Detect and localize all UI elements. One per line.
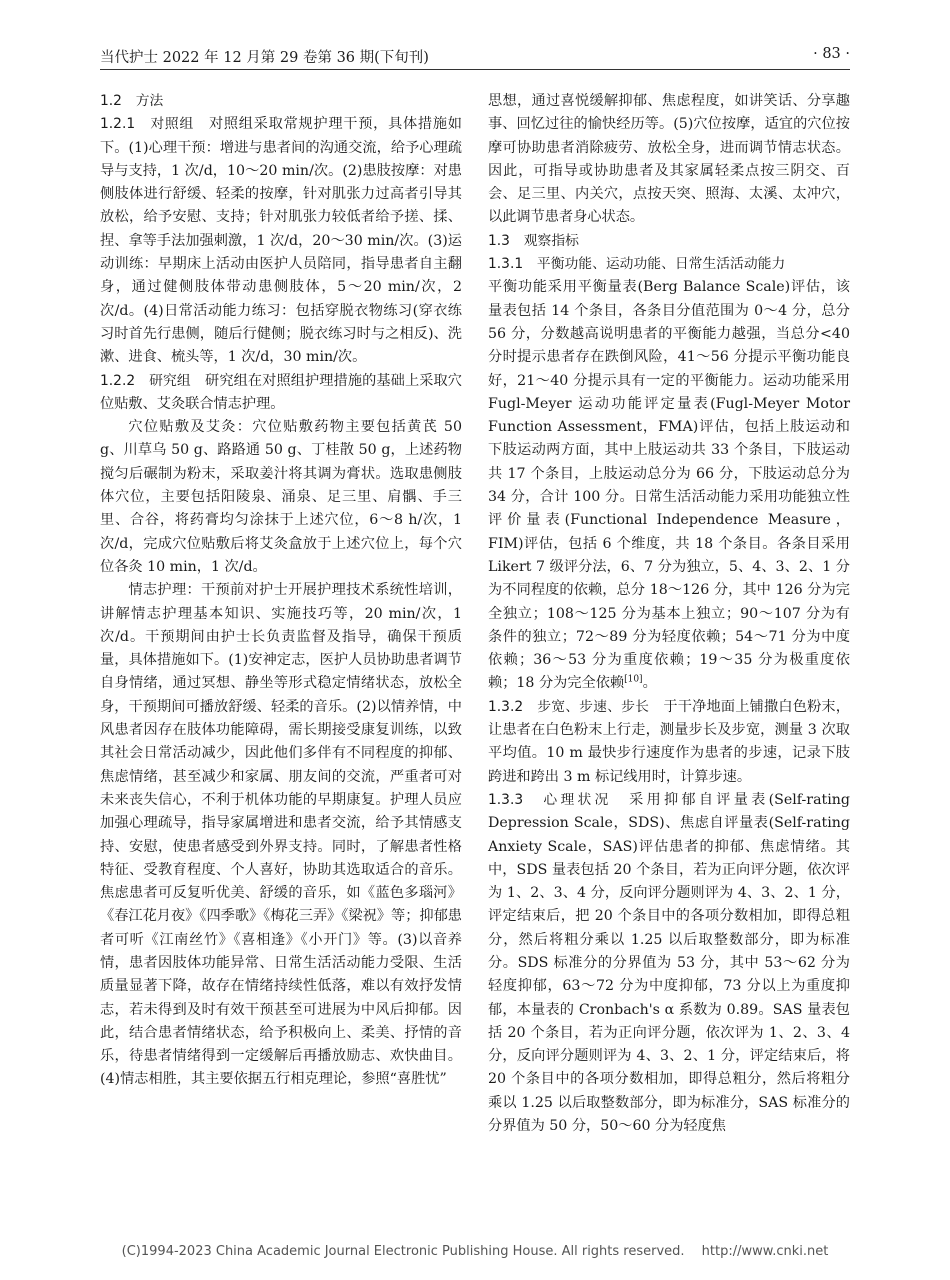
section-1-3-1-text: 平衡功能采用平衡量表(Berg Balance Scale)评估，该量表包括 14 个条目，各条目分值范围为 0～4 分，总分 56 分，分数越高说明患者的平衡能力越强，当总分<40 分时提示患者存在跌倒风险，41～56 分提示平衡功能良好，21～40 分提示具有一定的平衡能力。运动功能采用 Fugl-Meyer 运动功能评定量表(Fugl-Meyer Motor Function Assessment，FMA)评估，包括上肢运动和下肢运动两方面，其中上肢运动共 33 个条目，下肢运动共 17 个条目，上肢运动总分为 66 分，下肢运动总分为 34 分，合计 100 分。日常生活活动能力采用功能独立性评价量表(Functional Independence Measure，FIM)评估，包括 6 个维度，共 18 个条目。各条目采用 Likert 7 级评分法，6、7 分为独立，5、4、3、2、1 分为不同程度的依赖，总分 18～126 分，其中 126 分为完全独立；108～125 分为基本上独立；90～107 分为有条件的独立；72～89 分为轻度依赖；54～71 分为中度依赖；36～53 分为重度依赖；19～35 分为极重度依赖；18 分为完全依赖 [488,279,850,692]
emotion-paragraph: 情志护理：干预前对护士开展护理技术系统性培训，讲解情志护理基本知识、实施技巧等，20 min/次，1 次/d。干预期间由护士长负责监督及指导，确保干预质量，具体措施如下。(1)安神定志，医护人员协助患者调节自身情绪，通过冥想、静坐等形式稳定情绪状态，放松全身，干预期间可播放舒缓、轻柔的音乐。(2)以情养情，中风患者因存在肢体功能障碍，需长期接受康复训练，以致其社会日常活动减少，因此他们多伴有不同程度的抑郁、焦虑情绪，甚至减少和家属、朋友间的交流，严重者可对未来丧失信心，不利于机体功能的早期康复。护理人员应加强心理疏导，指导家属增进和患者交流，给予其情感支持、安慰，使患者感受到外界支持。同时，了解患者性格特征、受教育程度、个人喜好，协助其选取适合的音乐。焦虑患者可反复听优美、舒缓的音乐，如《蓝色多瑙河》《春江花月夜》《四季歌》《梅花三弄》《梁祝》等；抑郁患者可听《江南丝竹》《喜相逢》《小开门》等。(3)以音养情，患者因肢体功能异常、日常生活活动能力受限、生活质量显著下降，故存在情绪持续性低落，难以有效抒发情志，若未得到及时有效干预甚至可进展为中风后抑郁。因此，结合患者情绪状态，给予积极向上、柔美、抒情的音乐，待患者情绪得到一定缓解后再播放励志、欢快曲目。(4)情志相胜，其主要依据五行相克理论，参照“喜胜忧” [100,582,462,1088]
section-1-2-2-heading: 1.2.2 研究组 [100,372,191,389]
section-1-2-2-text: 研究组在对照组护理措施的基础上采取穴位贴敷、艾灸联合情志护理。 [100,372,462,412]
period: 。 [642,675,657,692]
right-column [488,90,850,1138]
left-column [100,90,462,1092]
section-1-2-2-paragraph [100,370,462,417]
section-1-3-1-paragraph [488,276,850,695]
citation-ref-10[interactable]: [10] [624,674,643,685]
section-1-2-title: 1.2 方法 [100,93,164,109]
acupoint-paragraph: 穴位贴敷及艾灸：穴位贴敷药物主要包括黄芪 50 g、川草乌 50 g、路路通 50 g、丁桂散 50 g，上述药物搅匀后碾制为粉末，采取姜汁将其调为膏状。选取患侧肢体穴位，主要包括阳陵泉、涌泉、足三里、肩髃、手三里、合谷，将药膏均匀涂抹于上述穴位，6～8 h/次，1 次/d，完成穴位贴敷后将艾灸盒放于上述穴位上，每个穴位各灸 10 min，1 次/d。 [100,419,462,575]
section-1-3-2-text: 于干净地面上铺撒白色粉末，让患者在白色粉末上行走，测量步长及步宽，测量 3 次取平均值。10 m 最快步行速度作为患者的步速，记录下肢跨进和跨出 3 m 标记线用时，计算步速。 [488,698,850,785]
section-1-3-3-heading: 1.3.3 心理状况 [488,791,612,808]
section-1-3-title: 1.3 观察指标 [488,232,579,249]
section-1-3-1-heading: 1.3.1 平衡功能、运动功能、日常生活活动能力 [488,256,786,273]
section-1-2-1-heading: 1.2.1 对照组 [100,116,194,133]
continued-paragraph: 思想，通过喜悦缓解抑郁、焦虑程度，如讲笑话、分享趣事、回忆过往的愉快经历等。(5)穴位按摩，适宜的穴位按摩可协助患者消除疲劳、放松全身，进而调节情志状态。因此，可指导或协助患者及其家属轻柔点按三阴交、百会、足三里、内关穴，点按天突、照海、太溪、太冲穴，以此调节患者身心状态。 [488,93,850,226]
copyright-footer: (C)1994-2023 China Academic Journal Electronic Publishing House. All rights reserved. http://www.cnki.net [121,1244,829,1259]
section-1-3-3-paragraph [488,789,850,1138]
section-1-2-1-paragraph [100,113,462,369]
journal-info: 当代护士 2022 年 12 月第 29 卷第 36 期(下旬刊) [100,50,429,66]
running-header [100,44,850,70]
section-1-2-1-text: 对照组采取常规护理干预，具体措施如下。(1)心理干预：增进与患者间的沟通交流，给予心理疏导与支持，1 次/d，10～20 min/次。(2)患肢按摩：对患侧肢体进行舒缓、轻柔的按摩，针对肌张力过高者引导其放松，给予安慰、支持；针对肌张力较低者给予搓、揉、捏、拿等手法加强刺激，1 次/d，20～30 min/次。(3)运动训练：早期床上活动由医护人员陪同，指导患者自主翻身，通过健侧肢体带动患侧肢体，5～20 min/次，2 次/d。(4)日常活动能力练习：包括穿脱衣物练习(穿衣练习时首先行患侧，随后行健侧；脱衣练习时与之相反)、洗漱、进食、梳头等，1 次/d，30 min/次。 [100,116,462,366]
section-1-3-2-paragraph [488,696,850,789]
page-number: · 83 · [813,46,850,62]
section-1-3-2-heading: 1.3.2 步宽、步速、步长 [488,698,650,715]
section-1-3-3-text: 采用抑郁自评量表(Self-rating Depression Scale，SDS)、焦虑自评量表(Self-rating Anxiety Scale，SAS)评估患者的抑郁、焦虑情绪。其中，SDS 量表包括 20 个条目，若为正向评分题，依次评为 1、2、3、4 分，反向评分题则评为 4、3、2、1 分，评定结束后，把 20 个条目中的各项分数相加，即得总粗分，然后将粗分乘以 1.25 以后取整数部分，即为标准分。SDS 标准分的分界值为 53 分，其中 53～62 分为轻度抑郁，63～72 分为中度抑郁，73 分以上为重度抑郁，本量表的 Cronbach's α 系数为 0.89。SAS 量表包括 20 个条目，若为正向评分题，依次评为 1、2、3、4 分，反向评分题则评为 4、3、2、1 分，评定结束后，将 20 个条目中的各项分数相加，即得总粗分，然后将粗分乘以 1.25 以后取整数部分，即为标准分，SAS 标准分的分界值为 50 分，50～60 分为轻度焦 [488,791,850,1135]
